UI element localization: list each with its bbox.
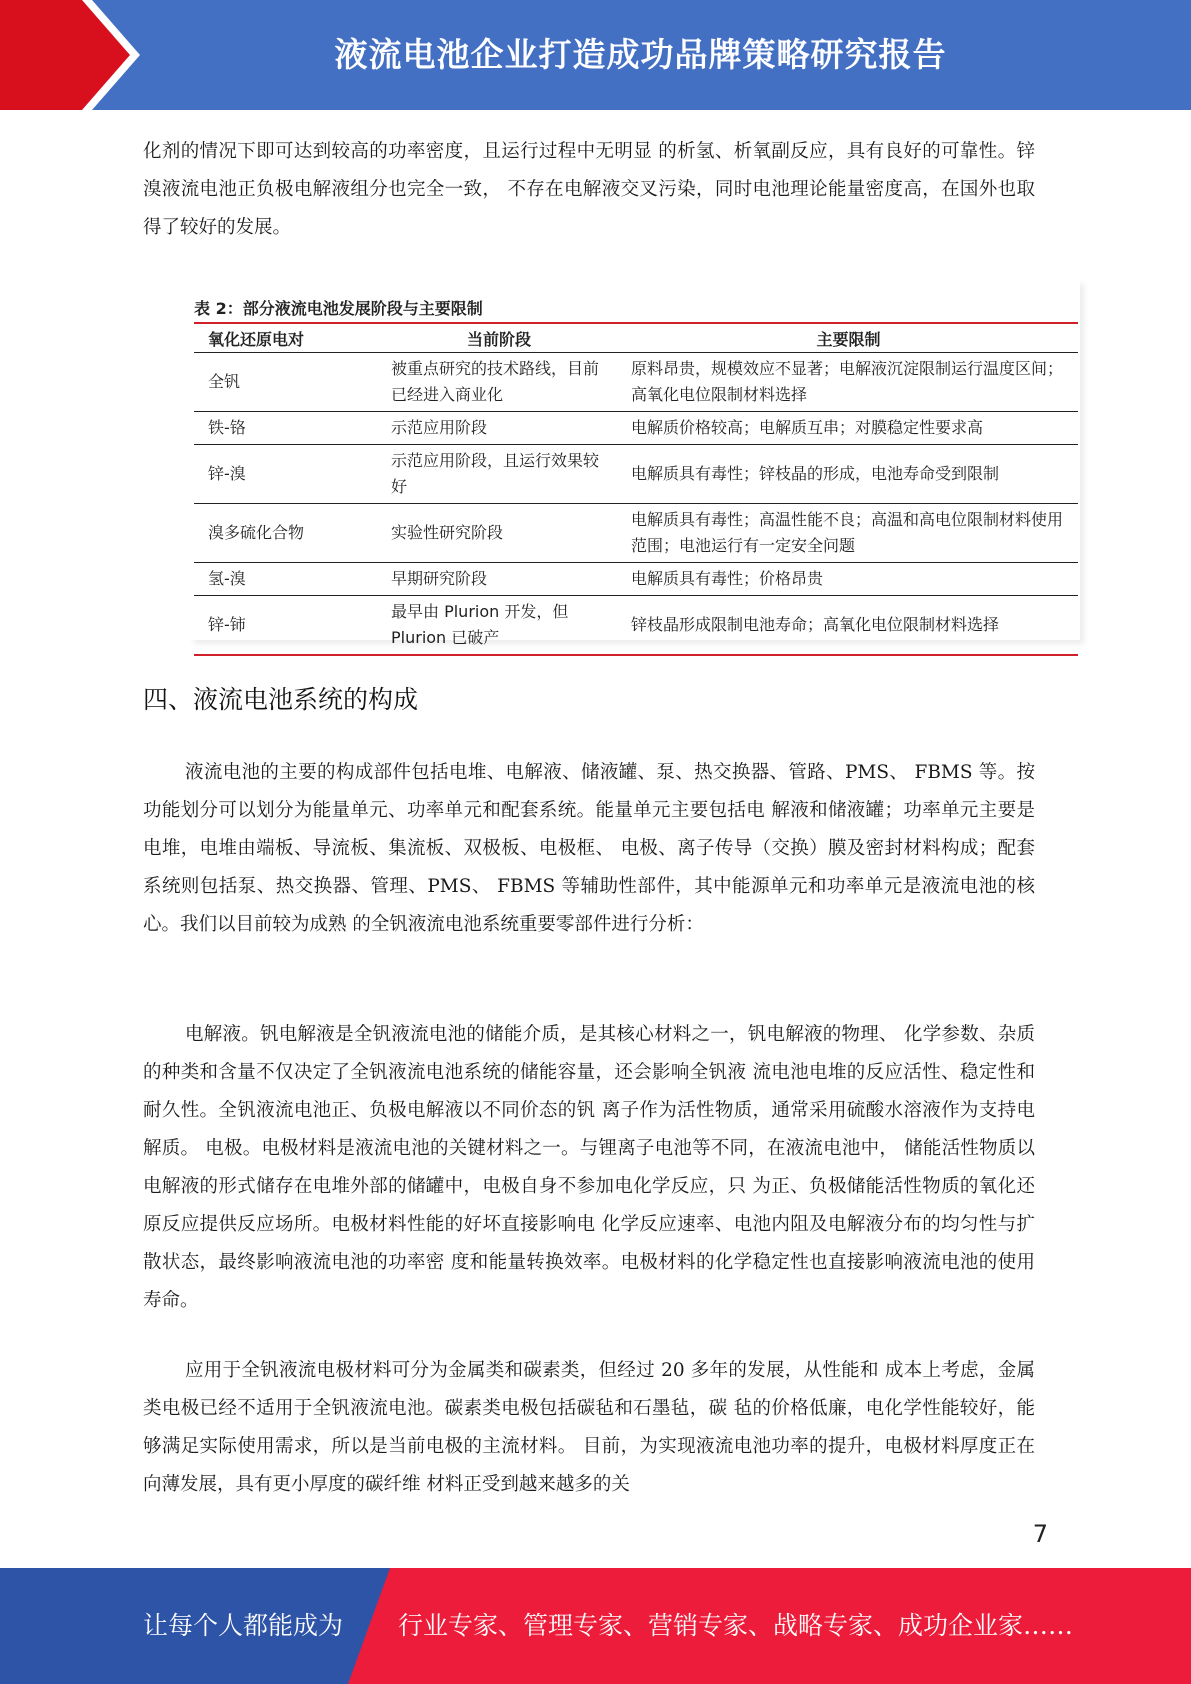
table-figure bbox=[190, 280, 1080, 647]
limits-table bbox=[194, 322, 1078, 656]
table-cell: 电解质具有毒性；高温性能不良；高温和高电位限制材料使用范围；电池运行有一定安全问题 bbox=[619, 504, 1078, 563]
section-heading: 四、液流电池系统的构成 bbox=[143, 685, 419, 714]
table-cell: 被重点研究的技术路线，目前已经进入商业化 bbox=[379, 353, 619, 412]
table-cell: 早期研究阶段 bbox=[379, 563, 619, 596]
table-cell: 锌枝晶形成限制电池寿命；高氧化电位限制材料选择 bbox=[619, 596, 1078, 656]
table-row bbox=[194, 412, 1078, 445]
body-paragraph-3: 电解液。钒电解液是全钒液流电池的储能介质，是其核心材料之一，钒电解液的物理、 化学参数、杂质的种类和含量不仅决定了全钒液流电池系统的储能容量，还会影响全钒液 流电池电堆的反应活性、稳定性和耐久性。全钒液流电池正、负极电解液以不同价态的钒 离子作为活性物质，通常采用硫酸水溶液作为支持电解质。 电极。电极材料是液流电池的关键材料之一。与锂离子电池等不同，在液流电池中， 储能活性物质以电解液的形式储存在电堆外部的储罐中，电极自身不参加电化学反应，只 为正、负极储能活性物质的氧化还原反应提供反应场所。电极材料性能的好坏直接影响电 化学反应速率、电池内阻及电解液分布的均匀性与扩散状态，最终影响液流电池的功率密 度和能量转换效率。电极材料的化学稳定性也直接影响液流电池的使用寿命。 bbox=[143, 1024, 1035, 1311]
page-header bbox=[0, 0, 1191, 110]
table-cell: 原料昂贵，规模效应不显著；电解液沉淀限制运行温度区间；高氧化电位限制材料选择 bbox=[619, 353, 1078, 412]
page-number: 7 bbox=[1032, 1520, 1048, 1548]
table-cell: 溴多硫化合物 bbox=[194, 504, 379, 563]
table-row bbox=[194, 596, 1078, 656]
footer-slogan-left: 让每个人都能成为 bbox=[143, 1611, 344, 1640]
page-footer bbox=[0, 1568, 1191, 1684]
table-cell: 锌-溴 bbox=[194, 445, 379, 504]
table-cell: 示范应用阶段，且运行效果较好 bbox=[379, 445, 619, 504]
table-cell: 铁-铬 bbox=[194, 412, 379, 445]
table-cell: 全钒 bbox=[194, 353, 379, 412]
table-cell: 电解质具有毒性；价格昂贵 bbox=[619, 563, 1078, 596]
body-paragraph-1: 化剂的情况下即可达到较高的功率密度，且运行过程中无明显 的析氢、析氧副反应，具有良好的可靠性。锌溴液流电池正负极电解液组分也完全一致， 不存在电解液交叉污染，同时电池理论能量密度高，在国外也取得了较好的发展。 bbox=[143, 141, 1035, 238]
footer-slogan-right: 行业专家、管理专家、营销专家、战略专家、成功企业家…… bbox=[398, 1611, 1074, 1640]
table-header-cell: 氧化还原电对 bbox=[194, 323, 379, 353]
table-header-cell: 当前阶段 bbox=[379, 323, 619, 353]
table-cell: 示范应用阶段 bbox=[379, 412, 619, 445]
body-paragraph-2: 液流电池的主要的构成部件包括电堆、电解液、储液罐、泵、热交换器、管路、PMS、 FBMS 等。按功能划分可以划分为能量单元、功率单元和配套系统。能量单元主要包括电 解液和储液罐；功率单元主要是电堆，电堆由端板、导流板、集流板、双极板、电极框、 电极、离子传导（交换）膜及密封材料构成；配套系统则包括泵、热交换器、管理、PMS、 FBMS 等辅助性部件，其中能源单元和功率单元是液流电池的核心。我们以目前较为成熟 的全钒液流电池系统重要零部件进行分析： bbox=[143, 762, 1035, 935]
table-row bbox=[194, 353, 1078, 412]
table-row bbox=[194, 445, 1078, 504]
table-cell: 实验性研究阶段 bbox=[379, 504, 619, 563]
table-row bbox=[194, 504, 1078, 563]
report-title: 液流电池企业打造成功品牌策略研究报告 bbox=[334, 35, 947, 74]
table-cell: 最早由 Plurion 开发，但 Plurion 已破产 bbox=[379, 596, 619, 656]
table-header-cell: 主要限制 bbox=[619, 323, 1078, 353]
table-cell: 氢-溴 bbox=[194, 563, 379, 596]
table-header-row bbox=[194, 323, 1078, 353]
header-red-arrow bbox=[0, 0, 140, 110]
table-row bbox=[194, 563, 1078, 596]
table-cell: 电解质具有毒性；锌枝晶的形成，电池寿命受到限制 bbox=[619, 445, 1078, 504]
table-caption: 表 2：部分液流电池发展阶段与主要限制 bbox=[194, 299, 483, 318]
table-cell: 锌-铈 bbox=[194, 596, 379, 656]
table-cell: 电解质价格较高；电解质互串；对膜稳定性要求高 bbox=[619, 412, 1078, 445]
body-paragraph-4: 应用于全钒液流电极材料可分为金属类和碳素类，但经过 20 多年的发展，从性能和 成本上考虑，金属类电极已经不适用于全钒液流电池。碳素类电极包括碳毡和石墨毡，碳 毡的价格低廉，电化学性能较好，能够满足实际使用需求，所以是当前电极的主流材料。 目前，为实现液流电池功率的提升，电极材料厚度正在向薄发展，具有更小厚度的碳纤维 材料正受到越来越多的关 bbox=[143, 1360, 1035, 1495]
